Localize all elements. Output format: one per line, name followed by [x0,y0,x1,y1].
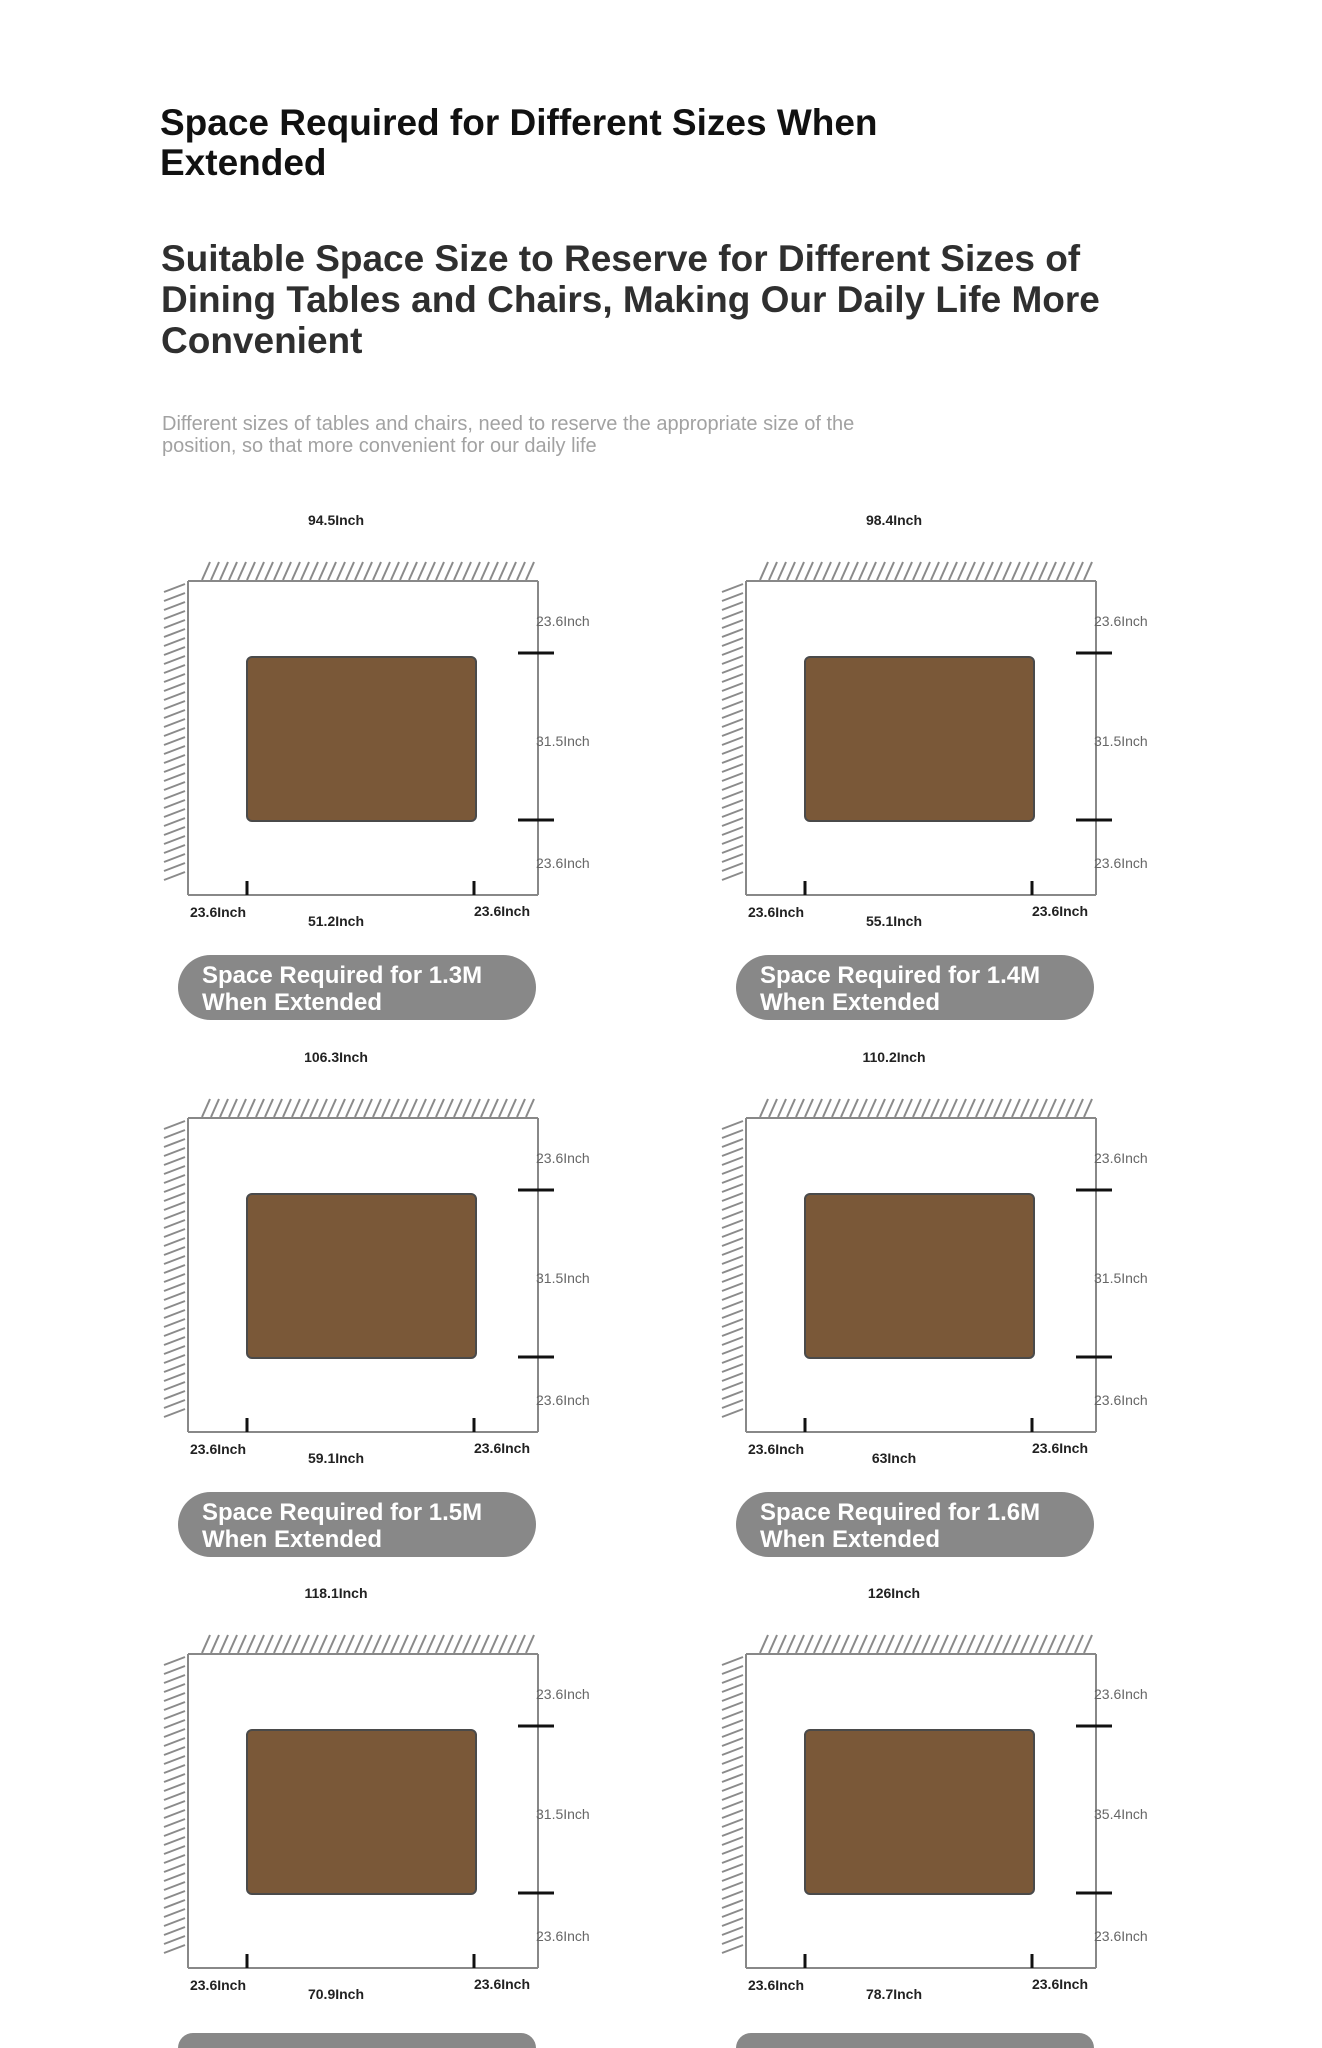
page-description: Different sizes of tables and chairs, need to reserve the appropriate size of the position, so that more convenient for our daily life [162,413,855,457]
space-diagram [718,500,1158,950]
page-subtitle: Suitable Space Size to Reserve for Different Sizes of Dining Tables and Chairs, Making Our Daily Life More Convenient [161,238,1100,361]
caption-pill: Space Required for 1.3M When Extended [178,955,536,1020]
dining-table [805,1730,1034,1894]
dimension-label-side-mid: 31.5Inch [1094,1270,1148,1286]
dimension-label-top-width: 110.2Inch [862,1049,926,1065]
dimension-label-side-bottom: 23.6Inch [1094,1928,1148,1944]
dimension-label-bottom-left: 23.6Inch [189,1441,247,1457]
dimension-label-bottom-mid: 63Inch [871,1450,917,1466]
dimension-label-bottom-mid: 51.2Inch [307,913,365,929]
dimension-label-bottom-mid: 59.1Inch [307,1450,365,1466]
dimension-label-bottom-mid: 70.9Inch [307,1986,365,2002]
caption-pill [178,2033,536,2048]
dimension-label-bottom-right: 23.6Inch [1031,903,1089,919]
dimension-label-top-width: 106.3Inch [304,1049,368,1065]
space-diagram [160,500,600,950]
dimension-label-top-width: 98.4Inch [865,512,923,528]
space-diagram [718,1573,1158,2023]
floor-plan [718,1037,1158,1487]
space-diagram [160,1037,600,1487]
dimension-label-side-bottom: 23.6Inch [536,1392,590,1408]
dimension-label-bottom-left: 23.6Inch [747,1977,805,1993]
dimension-label-side-mid: 31.5Inch [536,1270,590,1286]
dimension-label-bottom-right: 23.6Inch [1031,1976,1089,1992]
dimension-label-side-bottom: 23.6Inch [1094,1392,1148,1408]
dimension-label-bottom-mid: 78.7Inch [865,1986,923,2002]
floor-plan [718,1573,1158,2023]
dimension-label-side-mid: 31.5Inch [536,733,590,749]
dining-table [805,1194,1034,1358]
dining-table [805,657,1034,821]
dimension-label-side-mid: 31.5Inch [1094,733,1148,749]
dining-table [247,1194,476,1358]
dimension-label-bottom-right: 23.6Inch [473,903,531,919]
dimension-label-side-top: 23.6Inch [1094,1686,1148,1702]
page-title: Space Required for Different Sizes When Extended [160,102,878,183]
dimension-label-bottom-left: 23.6Inch [189,1977,247,1993]
caption-pill: Space Required for 1.5M When Extended [178,1492,536,1557]
dimension-label-bottom-left: 23.6Inch [747,1441,805,1457]
dimension-label-bottom-left: 23.6Inch [189,904,247,920]
dimension-label-side-top: 23.6Inch [536,613,590,629]
dimension-label-bottom-right: 23.6Inch [473,1976,531,1992]
floor-plan [160,500,600,950]
dining-table [247,1730,476,1894]
dimension-label-side-mid: 35.4Inch [1094,1806,1148,1822]
dimension-label-bottom-left: 23.6Inch [747,904,805,920]
dimension-label-bottom-mid: 55.1Inch [865,913,923,929]
dimension-label-side-top: 23.6Inch [536,1150,590,1166]
dimension-label-side-top: 23.6Inch [1094,613,1148,629]
dimension-label-bottom-right: 23.6Inch [1031,1440,1089,1456]
floor-plan [160,1037,600,1487]
dimension-label-side-mid: 31.5Inch [536,1806,590,1822]
floor-plan [718,500,1158,950]
dimension-label-top-width: 126Inch [867,1585,921,1601]
caption-pill [736,2033,1094,2048]
dimension-label-top-width: 118.1Inch [304,1585,368,1601]
dimension-label-top-width: 94.5Inch [307,512,365,528]
dimension-label-side-bottom: 23.6Inch [536,1928,590,1944]
dimension-label-bottom-right: 23.6Inch [473,1440,531,1456]
dimension-label-side-top: 23.6Inch [1094,1150,1148,1166]
caption-pill: Space Required for 1.6M When Extended [736,1492,1094,1557]
dimension-label-side-top: 23.6Inch [536,1686,590,1702]
space-diagram [160,1573,600,2023]
floor-plan [160,1573,600,2023]
dimension-label-side-bottom: 23.6Inch [1094,855,1148,871]
space-diagram [718,1037,1158,1487]
dimension-label-side-bottom: 23.6Inch [536,855,590,871]
dining-table [247,657,476,821]
caption-pill: Space Required for 1.4M When Extended [736,955,1094,1020]
